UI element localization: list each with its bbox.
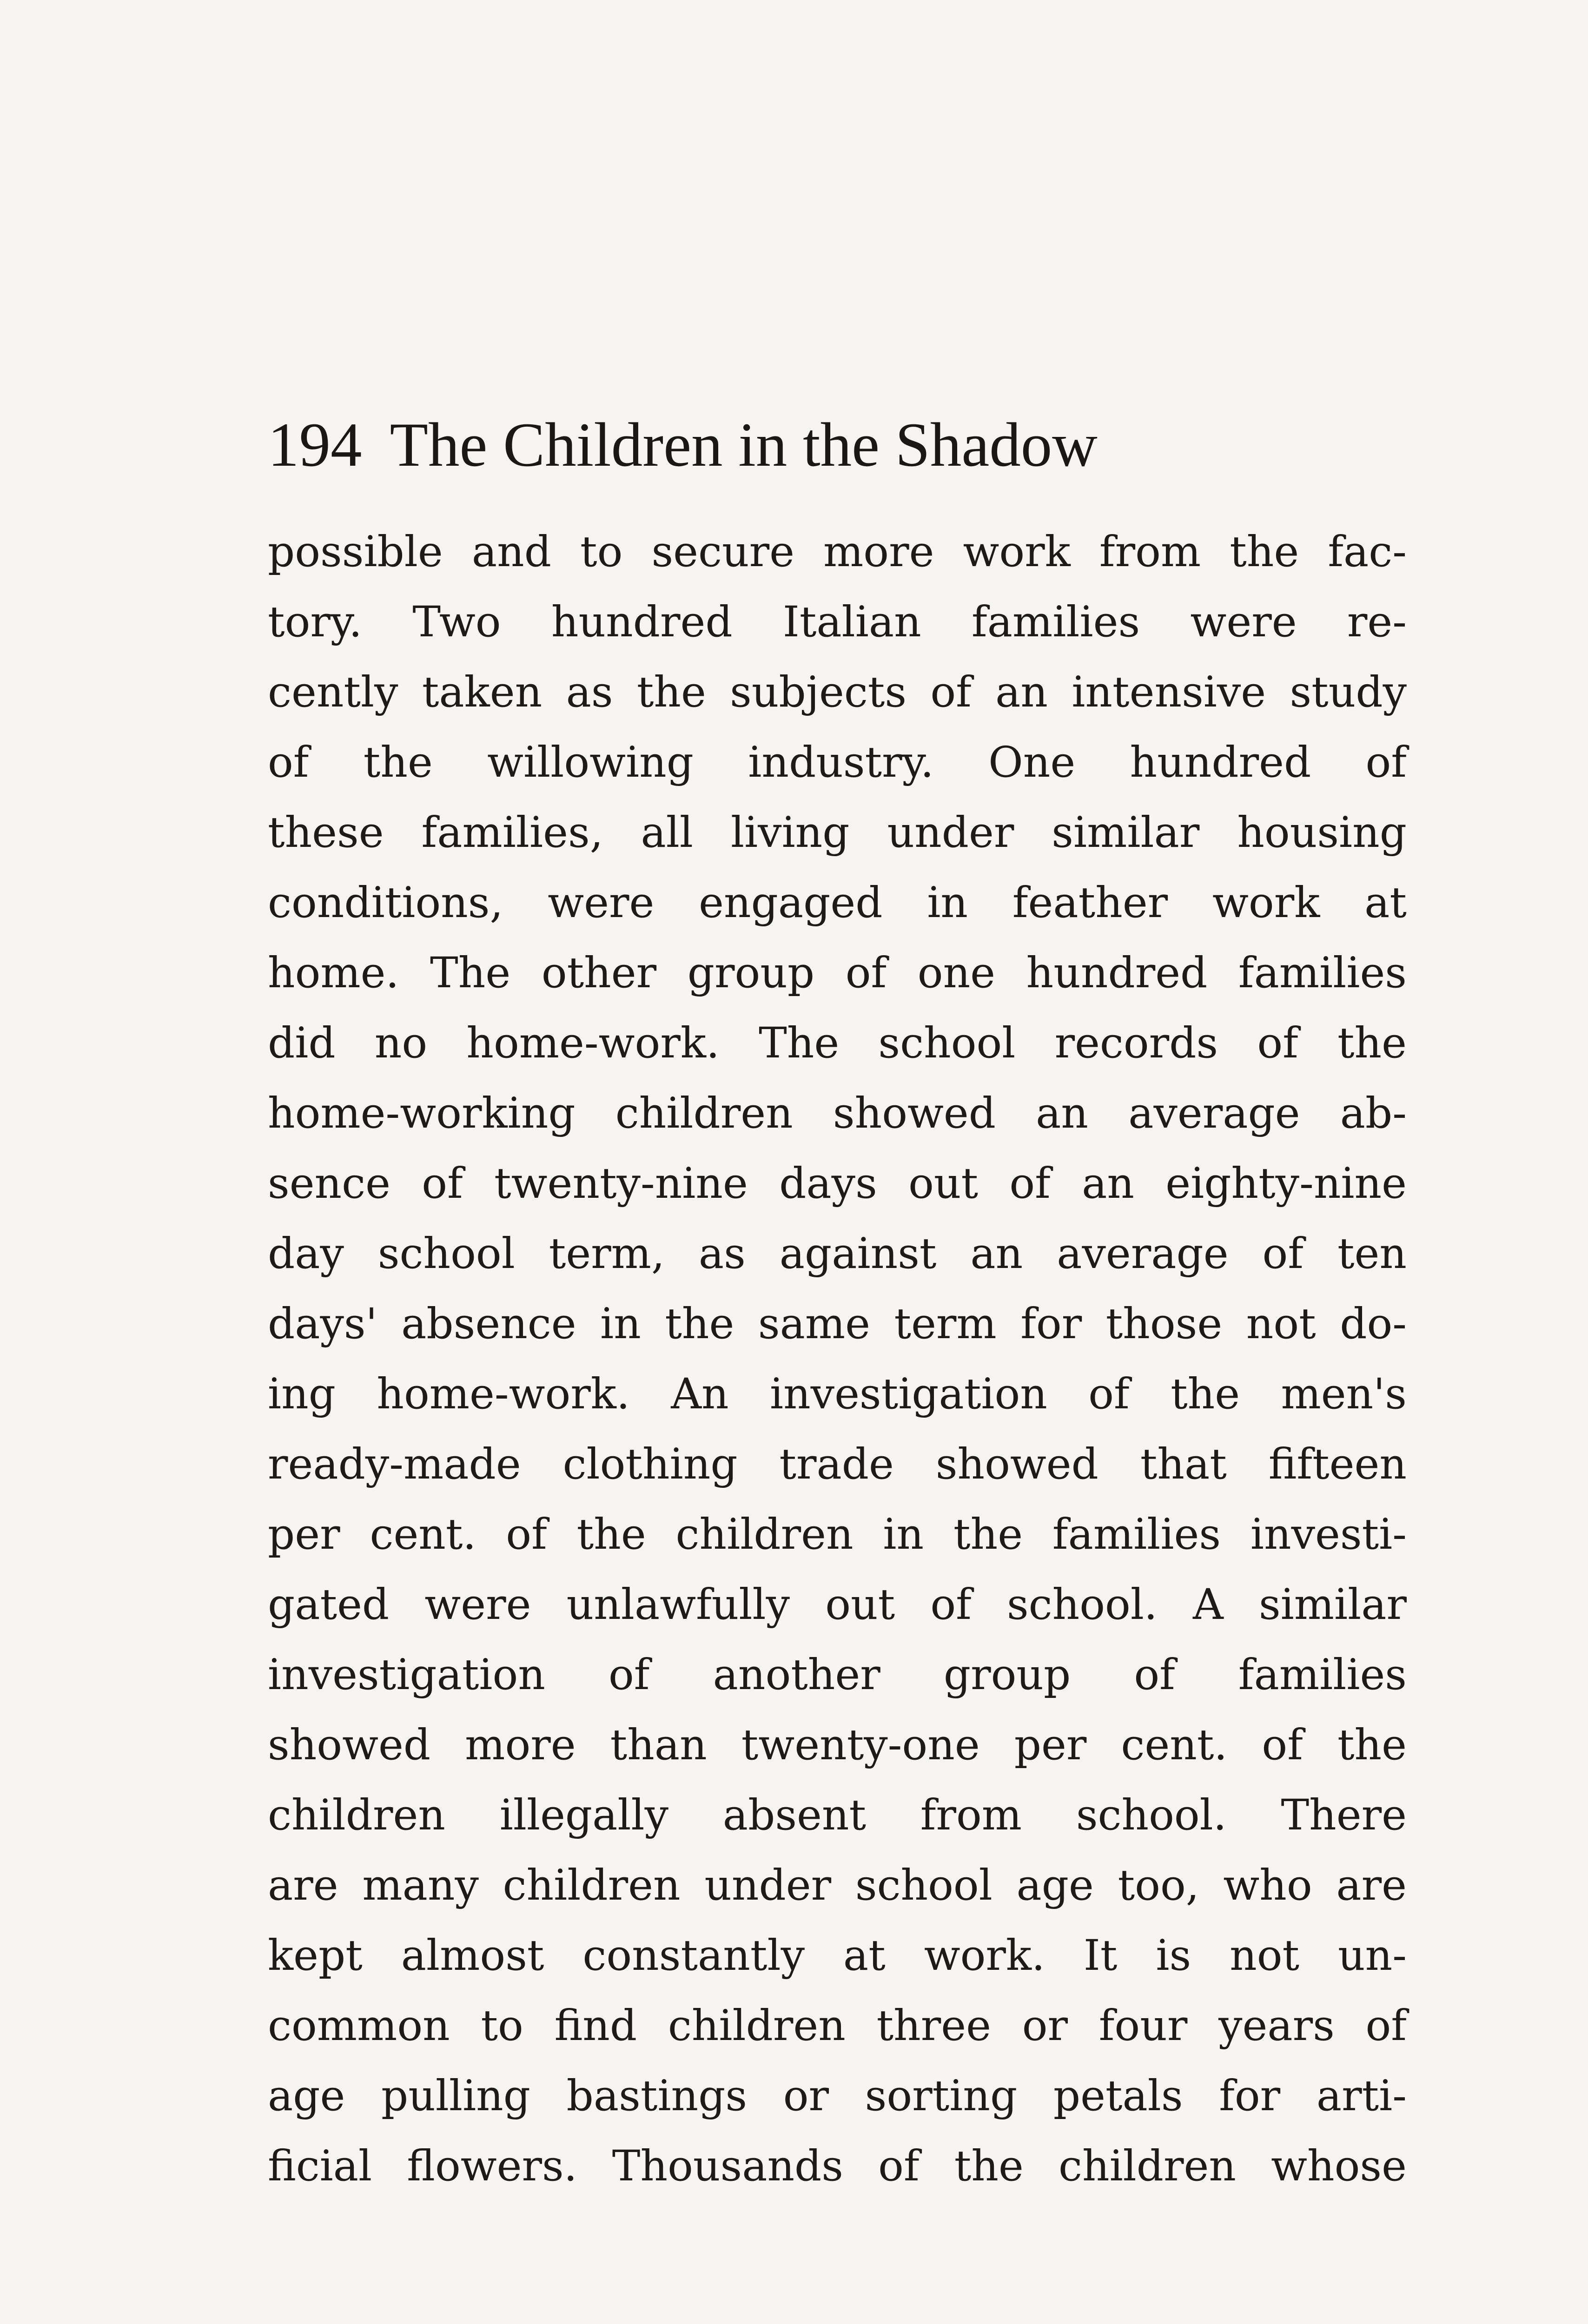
running-head bbox=[268, 409, 1098, 497]
text-line: day school term, as against an average of ten bbox=[268, 1229, 1407, 1278]
body-paragraph bbox=[268, 517, 1407, 2201]
text-line: home-working children showed an average ab- bbox=[268, 1089, 1407, 1138]
text-line: ficial flowers. Thousands of the children whose bbox=[268, 2142, 1407, 2191]
text-line: cently taken as the subjects of an intensive study bbox=[268, 668, 1407, 717]
text-line: these families, all living under similar housing bbox=[268, 808, 1407, 857]
text-line: tory. Two hundred Italian families were re- bbox=[268, 598, 1407, 647]
text-line: days' absence in the same term for those not do- bbox=[268, 1300, 1407, 1348]
text-line: showed more than twenty-one per cent. of the bbox=[268, 1721, 1407, 1769]
text-line: investigation of another group of families bbox=[268, 1651, 1407, 1699]
text-line: home. The other group of one hundred families bbox=[268, 949, 1407, 997]
text-line: sence of twenty-nine days out of an eighty-nine bbox=[268, 1159, 1407, 1208]
text-line: ready-made clothing trade showed that fifteen bbox=[268, 1440, 1407, 1489]
text-line: kept almost constantly at work. It is not un- bbox=[268, 1931, 1407, 1980]
text-line: of the willowing industry. One hundred of bbox=[268, 738, 1407, 787]
text-line: per cent. of the children in the families investi- bbox=[268, 1510, 1407, 1559]
text-line: possible and to secure more work from the fac- bbox=[268, 528, 1407, 576]
running-title: The Children in the Shadow bbox=[390, 410, 1098, 480]
text-line: conditions, were engaged in feather work at bbox=[268, 878, 1407, 927]
text-line: did no home-work. The school records of the bbox=[268, 1019, 1407, 1068]
text-line: are many children under school age too, who are bbox=[268, 1861, 1407, 1910]
text-line: common to find children three or four years of bbox=[268, 2001, 1407, 2050]
text-line: age pulling bastings or sorting petals for arti- bbox=[268, 2072, 1407, 2120]
text-line: gated were unlawfully out of school. A similar bbox=[268, 1580, 1407, 1629]
page-number: 194 bbox=[268, 410, 362, 480]
text-line: children illegally absent from school. There bbox=[268, 1791, 1407, 1840]
text-line: ing home-work. An investigation of the men's bbox=[268, 1370, 1407, 1419]
